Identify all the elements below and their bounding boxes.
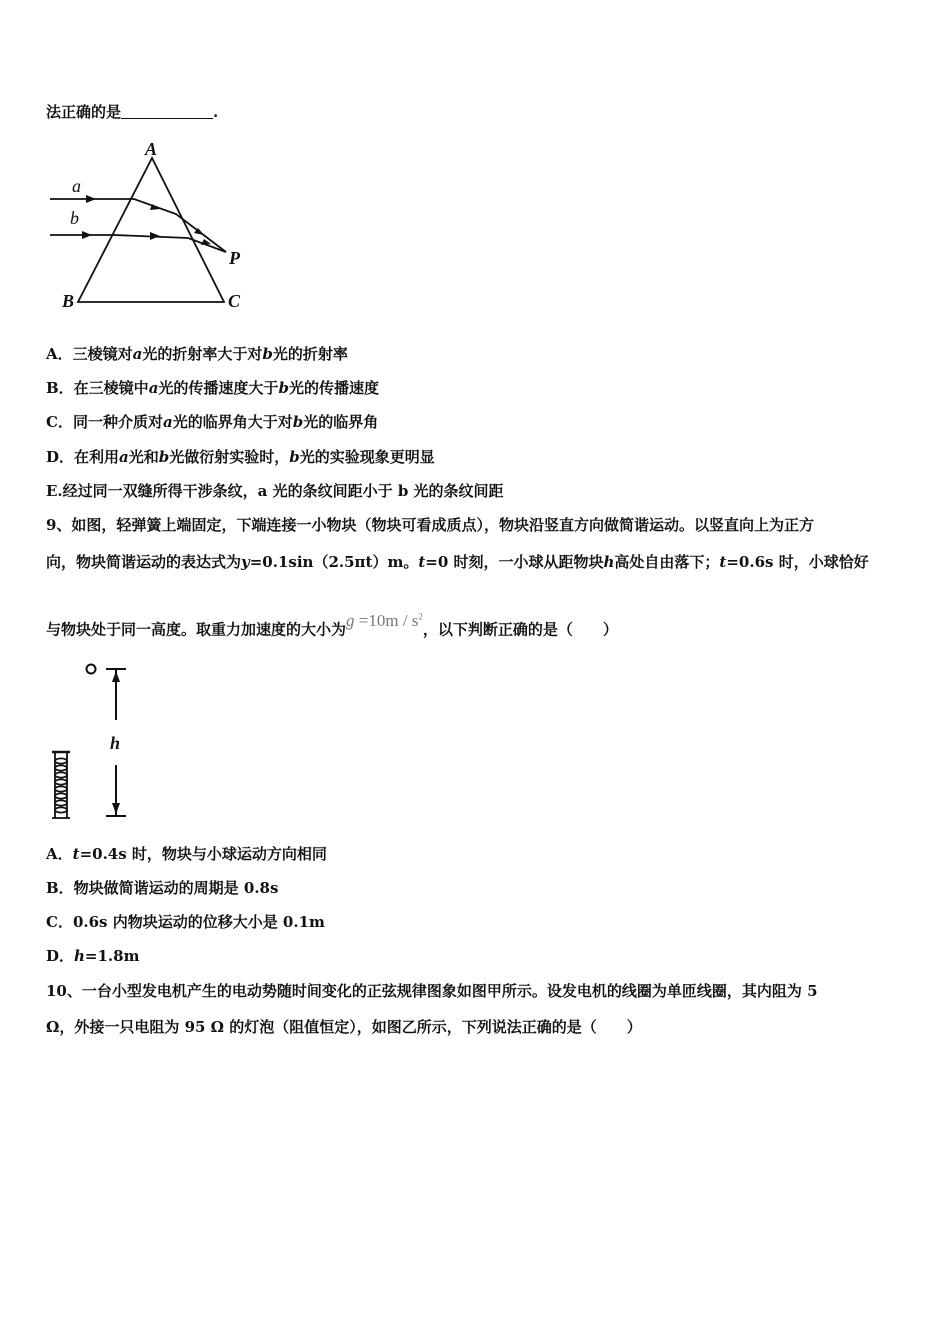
vertex-B: B	[62, 291, 75, 311]
q9-option-b: B．物块做简谐运动的周期是 0.8s	[46, 879, 279, 897]
vertex-A: A	[145, 139, 158, 159]
prism-triangle	[78, 158, 224, 302]
q10-stem-line2: Ω，外接一只电阻为 95 Ω 的灯泡（阻值恒定），如图乙所示，下列说法正确的是（ ）	[46, 1018, 642, 1036]
answer-blank	[121, 104, 213, 119]
spring-icon	[52, 752, 70, 818]
ray-b	[50, 235, 226, 252]
ray-label-b: b	[70, 208, 79, 228]
point-P: P	[229, 248, 240, 268]
q8-option-d: D．在利用a光和b光做衍射实验时，b光的实验现象更明显	[46, 448, 435, 466]
arrow-down	[112, 803, 120, 814]
arrow-up	[112, 671, 120, 682]
q9-stem-line2: 向，物块简谐运动的表达式为y=0.1sin（2.5πt）m。t=0 时刻，一小球从距物块h高处自由落下；t=0.6s 时，小球恰好	[46, 553, 869, 571]
arrow-a1	[86, 195, 96, 203]
spring-ball-figure	[46, 660, 136, 822]
q10-stem-line1: 10、一台小型发电机产生的电动势随时间变化的正弦规律图象如图甲所示。设发电机的线圈为单匝线圈，其内阻为 5	[46, 982, 818, 1000]
q9-option-a: A．t=0.4s 时，物块与小球运动方向相同	[46, 845, 327, 863]
ray-label-a: a	[72, 176, 81, 196]
q9-stem-line1: 9、如图，轻弹簧上端固定，下端连接一小物块（物块可看成质点），物块沿竖直方向做简谐运动。以竖直向上为正方	[46, 516, 814, 534]
q9-option-c: C．0.6s 内物块运动的位移大小是 0.1m	[46, 913, 325, 931]
height-label: h	[110, 733, 121, 753]
ball-icon	[87, 665, 96, 674]
prism-figure	[46, 135, 261, 315]
arrow-b2	[150, 232, 160, 240]
q8-option-b: B．在三棱镜中a光的传播速度大于b光的传播速度	[46, 379, 379, 397]
vertex-C: C	[228, 291, 241, 311]
q8-option-a: A．三棱镜对a光的折射率大于对b光的折射率	[46, 345, 348, 363]
arrow-b1	[82, 231, 92, 239]
q8-option-c: C．同一种介质对a光的临界角大于对b光的临界角	[46, 413, 379, 431]
gravity-formula: $g =10m / s^2$	[346, 610, 423, 630]
q9-stem-line3: 与物块处于同一高度。取重力加速度的大小为$g =10m / s^2$，以下判断正确的是（ ）	[46, 610, 618, 639]
q9-option-d: D．h=1.8m	[46, 947, 140, 965]
q8-stem-tail: 法正确的是 .	[46, 103, 219, 121]
q8-option-e: E.经过同一双缝所得干涉条纹，a 光的条纹间距小于 b 光的条纹间距	[46, 482, 504, 500]
